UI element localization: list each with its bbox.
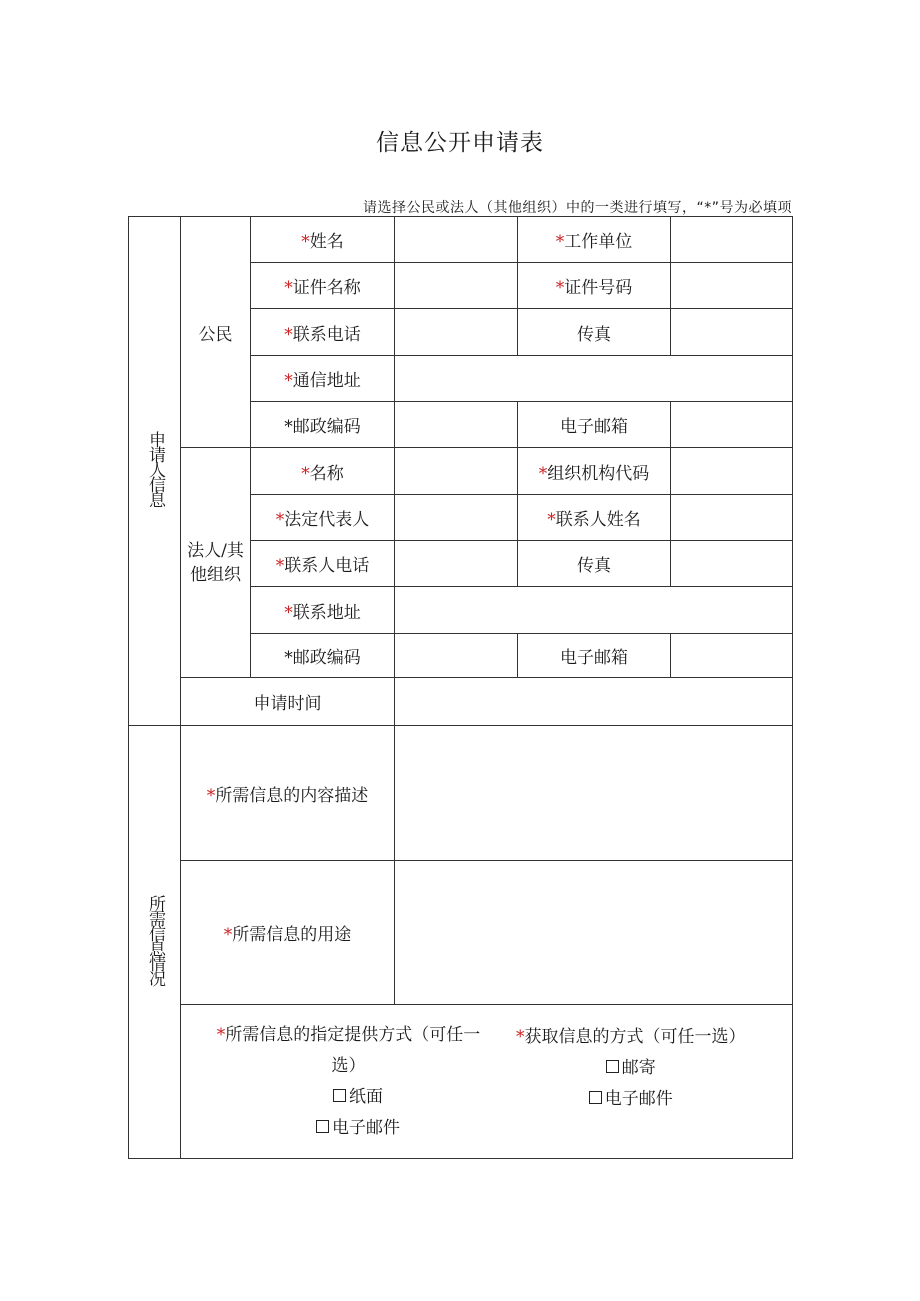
org-email-field[interactable]: [671, 634, 793, 678]
usage-label: *所需信息的用途: [181, 861, 395, 1005]
citizen-phone-label: *联系电话: [251, 309, 395, 356]
citizen-work-unit-field[interactable]: [671, 217, 793, 263]
content-desc-label: *所需信息的内容描述: [181, 726, 395, 861]
citizen-id-name-label: *证件名称: [251, 263, 395, 309]
org-code-label: *组织机构代码: [518, 448, 671, 495]
usage-field[interactable]: [395, 861, 793, 1005]
section-applicant-info: 申请人信息: [129, 217, 181, 726]
org-postcode-field[interactable]: [395, 634, 518, 678]
provide-method-title: 所需信息的指定提供方式（可任一: [225, 1024, 481, 1045]
citizen-fax-label: 传真: [518, 309, 671, 356]
org-legal-rep-label: *法定代表人: [251, 495, 395, 541]
org-name-label: *名称: [251, 448, 395, 495]
citizen-fax-field[interactable]: [671, 309, 793, 356]
citizen-email-label: 电子邮箱: [518, 402, 671, 448]
org-legal-rep-field[interactable]: [395, 495, 518, 541]
citizen-id-name-field[interactable]: [395, 263, 518, 309]
obtain-method-group: *获取信息的方式（可任一选） 邮寄 电子邮件: [516, 1020, 746, 1144]
citizen-postcode-field[interactable]: [395, 402, 518, 448]
provide-option-paper[interactable]: 纸面: [181, 1082, 516, 1113]
citizen-postcode-label: *邮政编码: [251, 402, 395, 448]
citizen-name-label: *姓名: [251, 217, 395, 263]
delivery-options-cell: [181, 1005, 793, 1159]
apply-time-label: 申请时间: [181, 678, 395, 726]
org-contact-phone-field[interactable]: [395, 541, 518, 587]
citizen-work-unit-label: *工作单位: [518, 217, 671, 263]
org-contact-phone-label: *联系人电话: [251, 541, 395, 587]
citizen-name-field[interactable]: [395, 217, 518, 263]
provide-method-title-cont: 选）: [331, 1055, 366, 1076]
citizen-address-field[interactable]: [395, 356, 793, 402]
citizen-id-number-field[interactable]: [671, 263, 793, 309]
section-required-info: 所需信息情况: [129, 726, 181, 1159]
provide-method-group: *所需信息的指定提供方式（可任一 选） 纸面 电子邮件: [181, 1020, 516, 1144]
obtain-option-mail[interactable]: 邮寄: [516, 1053, 746, 1084]
application-form-table: [128, 216, 793, 1159]
citizen-id-number-label: *证件号码: [518, 263, 671, 309]
obtain-method-title: 获取信息的方式（可任一选）: [524, 1026, 746, 1047]
org-label: 法人/其他组织: [181, 448, 251, 678]
page-title: 信息公开申请表: [376, 130, 544, 156]
citizen-address-label: *通信地址: [251, 356, 395, 402]
instruction-note: 请选择公民或法人（其他组织）中的一类进行填写，“*”号为必填项: [362, 200, 792, 216]
citizen-phone-field[interactable]: [395, 309, 518, 356]
org-name-field[interactable]: [395, 448, 518, 495]
org-contact-name-field[interactable]: [671, 495, 793, 541]
obtain-option-email[interactable]: 电子邮件: [516, 1084, 746, 1115]
checkbox-icon[interactable]: [589, 1091, 602, 1104]
org-contact-name-label: *联系人姓名: [518, 495, 671, 541]
org-fax-field[interactable]: [671, 541, 793, 587]
org-address-field[interactable]: [395, 587, 793, 634]
citizen-email-field[interactable]: [671, 402, 793, 448]
citizen-label: 公民: [181, 217, 251, 448]
checkbox-icon[interactable]: [316, 1120, 329, 1133]
content-desc-field[interactable]: [395, 726, 793, 861]
checkbox-icon[interactable]: [333, 1089, 346, 1102]
org-postcode-label: *邮政编码: [251, 634, 395, 678]
checkbox-icon[interactable]: [606, 1060, 619, 1073]
apply-time-field[interactable]: [395, 678, 793, 726]
org-code-field[interactable]: [671, 448, 793, 495]
provide-option-email[interactable]: 电子邮件: [181, 1113, 516, 1144]
org-fax-label: 传真: [518, 541, 671, 587]
org-email-label: 电子邮箱: [518, 634, 671, 678]
org-address-label: *联系地址: [251, 587, 395, 634]
